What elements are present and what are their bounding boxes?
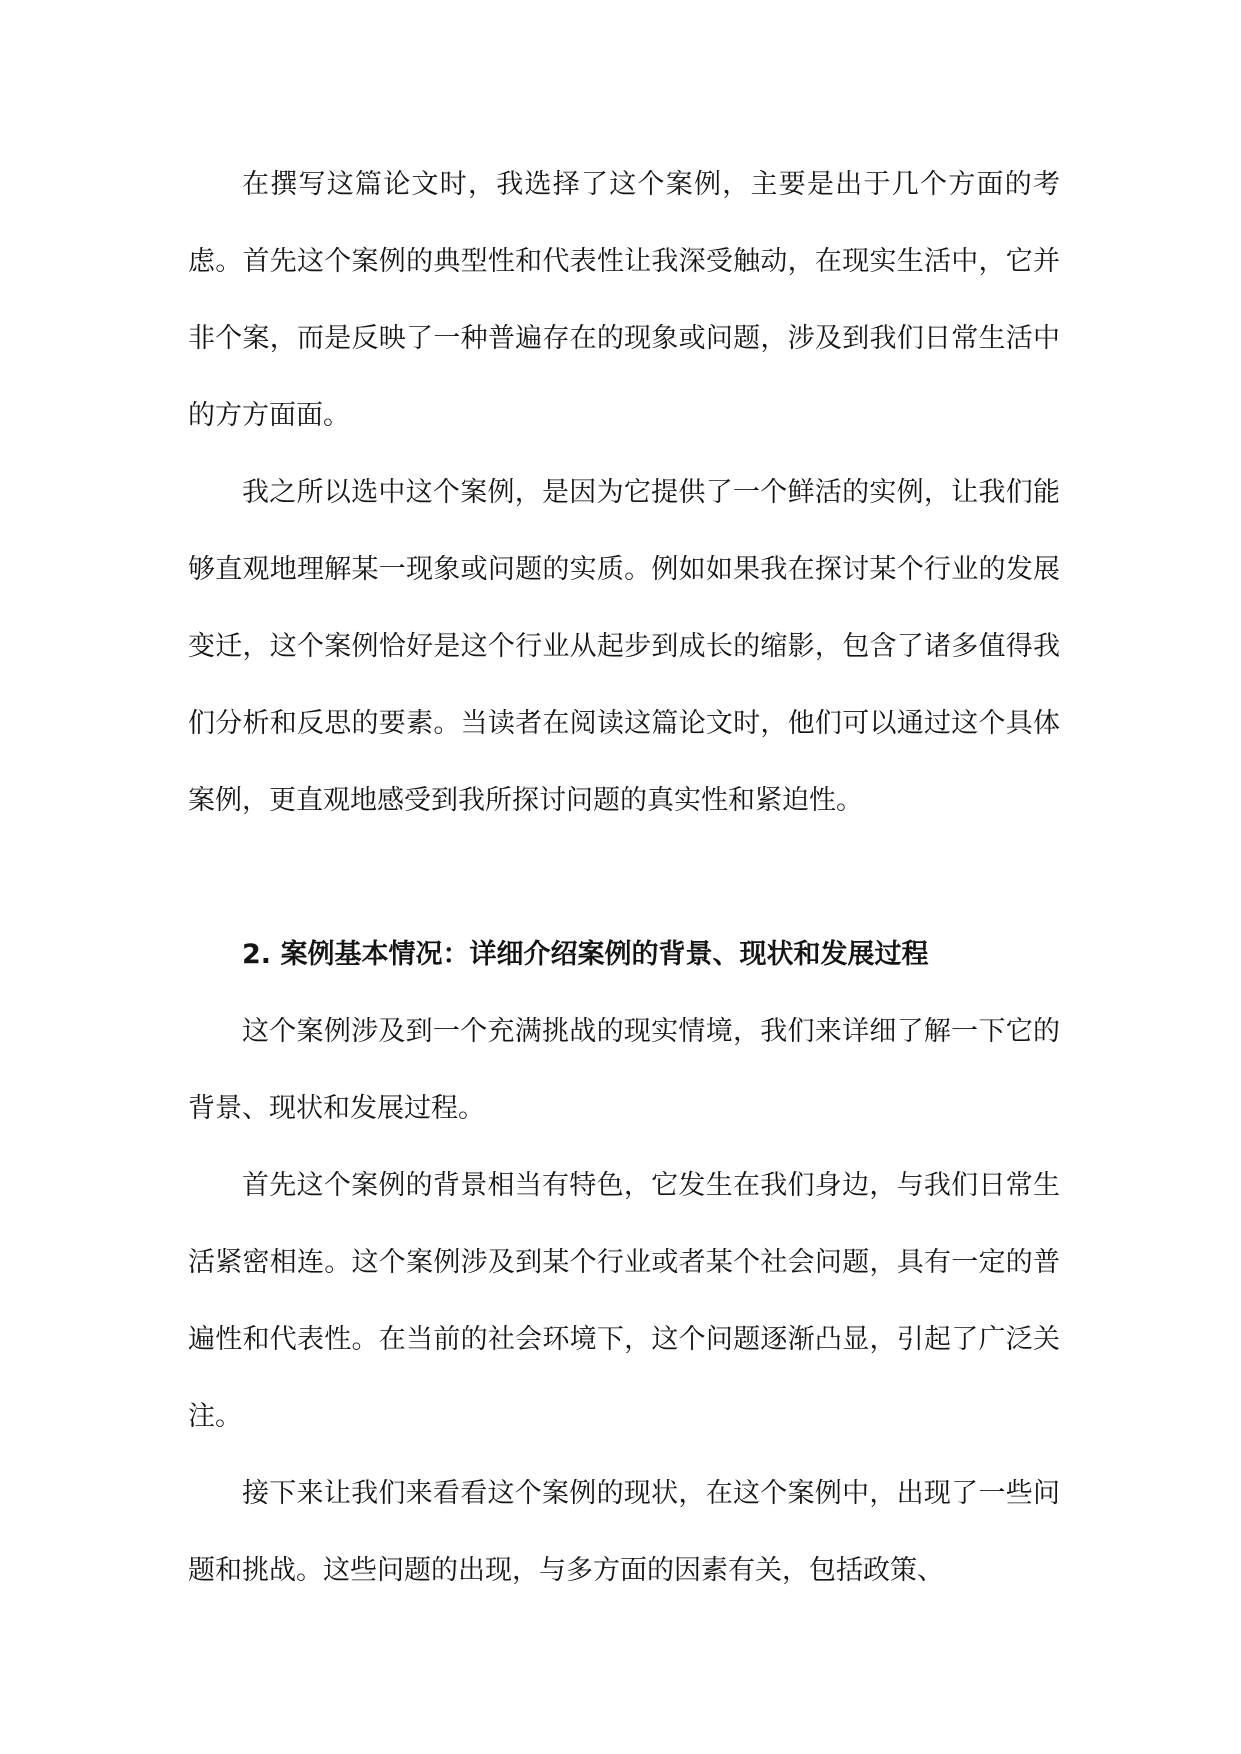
paragraph-case-background: 首先这个案例的背景相当有特色，它发生在我们身边，与我们日常生活紧密相连。这个案例涉及到某个行业或者某个社会问题，具有一定的普遍性和代表性。在当前的社会环境下，这个问题逐渐凸显，引起了广泛关注。 — [188, 1170, 1060, 1432]
section-heading: 2. 案例基本情况：详细介绍案例的背景、现状和发展过程 — [242, 939, 929, 970]
paragraph-case-selection: 在撰写这篇论文时，我选择了这个案例，主要是出于几个方面的考虑。首先这个案例的典型性和代表性让我深受触动，在现实生活中，它并非个案，而是反映了一种普遍存在的现象或问题，涉及到我们日常生活中的方方面面。 — [188, 169, 1060, 431]
paragraph-case-intro: 这个案例涉及到一个充满挑战的现实情境，我们来详细了解一下它的背景、现状和发展过程。 — [188, 1016, 1060, 1124]
paragraph-case-reason: 我之所以选中这个案例，是因为它提供了一个鲜活的实例，让我们能够直观地理解某一现象或问题的实质。例如如果我在探讨某个行业的发展变迁，这个案例恰好是这个行业从起步到成长的缩影，包含了诸多值得我们分析和反思的要素。当读者在阅读这篇论文时，他们可以通过这个具体案例，更直观地感受到我所探讨问题的真实性和紧迫性。 — [188, 477, 1060, 816]
paragraph-case-status: 接下来让我们来看看这个案例的现状，在这个案例中，出现了一些问题和挑战。这些问题的出现，与多方面的因素有关，包括政策、 — [188, 1478, 1060, 1586]
document-body — [188, 146, 1060, 1609]
